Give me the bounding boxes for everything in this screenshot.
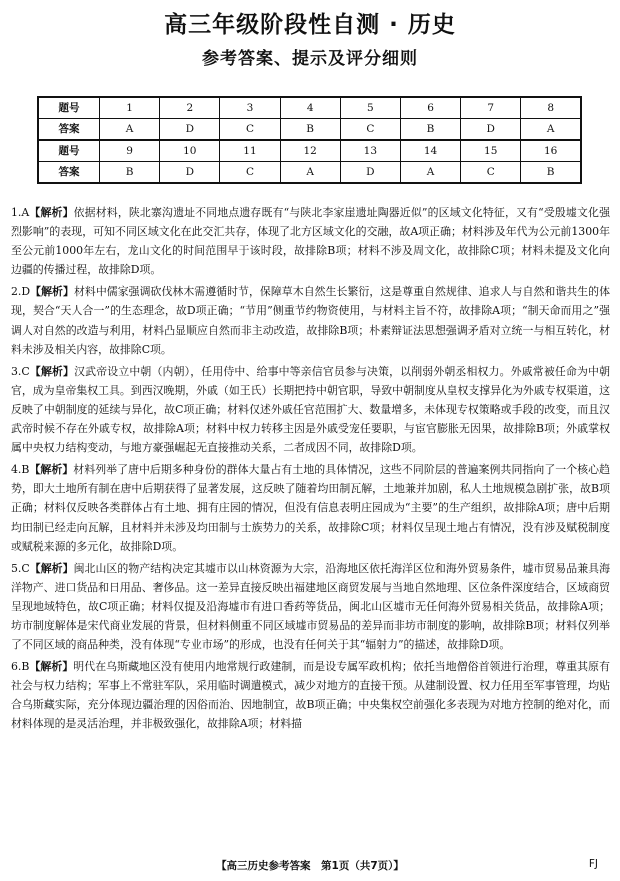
question-number: 16 bbox=[521, 140, 581, 162]
question-lead: 1.A bbox=[11, 206, 30, 219]
explanation-item bbox=[11, 460, 610, 555]
question-number: 3 bbox=[220, 97, 280, 119]
answer-cell: A bbox=[521, 119, 581, 141]
explanation-item bbox=[11, 282, 610, 358]
question-number: 14 bbox=[400, 140, 460, 162]
row-label-answer: 答案 bbox=[38, 162, 100, 184]
row-label-question: 题号 bbox=[38, 97, 100, 119]
explanation-item bbox=[11, 559, 610, 654]
analysis-tag: 【解析】 bbox=[29, 660, 74, 674]
table-row bbox=[38, 162, 581, 184]
question-number: 15 bbox=[461, 140, 521, 162]
answer-cell: A bbox=[100, 119, 160, 141]
question-number: 7 bbox=[461, 97, 521, 119]
answer-cell: C bbox=[220, 162, 280, 184]
analysis-tag: 【解析】 bbox=[29, 561, 74, 575]
explanation-text: 明代在乌斯藏地区没有使用内地常规行政建制，而是设专属军政机构；依托当地僧俗首领进行治理，尊重其原有社会与权力结构；军事上不常驻军队，采用临时调遣模式，减少对地方的直接干预。从建制设置、权力任用至军事管理，均贴合乌斯藏实际，充分体现边疆治理的因俗而治、因地制宜，故B项正确；中央集权空前强化多表现为对地方控制的绝对化，而材料体现的是灵活治理，并非极致强化，故排除A项；材料描 bbox=[11, 660, 610, 731]
answer-cell: D bbox=[340, 162, 400, 184]
question-lead: 5.C bbox=[11, 561, 30, 575]
answer-cell: C bbox=[340, 119, 400, 141]
answer-cell: B bbox=[100, 162, 160, 184]
answer-cell: A bbox=[280, 162, 340, 184]
question-number: 13 bbox=[340, 140, 400, 162]
explanation-item bbox=[11, 362, 610, 457]
answer-table bbox=[37, 96, 582, 184]
page-footer: 【高三历史参考答案 第1页（共7页）】 bbox=[216, 860, 404, 872]
table-row bbox=[38, 97, 581, 119]
explanation-text: 汉武帝设立中朝（内朝），任用侍中、给事中等亲信官员参与决策，以削弱外朝丞相权力。外戚常被任命为中朝官，成为皇帝集权工具。到西汉晚期，外戚（如王氏）长期把持中朝官职，导致中朝制度从皇权支撑异化为外戚专权渠道，这反映了中朝制度的延续与异化，故C项正确；材料仅述外戚任官范围扩大、数量增多，未体现专权策略或手段的改变，而且汉武帝时候不存在外戚专权，故排除A项；材料中权力转移主因是外戚受宠任要职，与宦官膨胀无因果，故排除B项；外戚掌权属中央权力结构变动，与地方豪强崛起无直接推动关系，二者成因不同，故排除D项。 bbox=[11, 364, 610, 455]
question-number: 8 bbox=[521, 97, 581, 119]
question-number: 10 bbox=[160, 140, 220, 162]
answer-cell: D bbox=[160, 119, 220, 141]
answer-cell: B bbox=[400, 119, 460, 141]
question-lead: 3.C bbox=[11, 364, 30, 378]
explanation-text: 依据材料，陕北寨沟遗址不同地点遗存既有“与陕北李家崖遗址陶器近似”的区域文化特征，又有“受殷墟文化强烈影响”的表现，可知不同区域文化在此交汇共存，体现了北方区域文化的交融，故A项正确；材料涉及年代为公元前1300年至公元前1000年左右，龙山文化的时间范围早于该时段，故排除B项；材料不涉及周文化，故排除C项；材料未提及文化向边疆的传播过程，故排除D项。 bbox=[11, 206, 610, 277]
explanations bbox=[11, 203, 610, 734]
answer-cell: A bbox=[400, 162, 460, 184]
question-number: 1 bbox=[100, 97, 160, 119]
table-row bbox=[38, 140, 581, 162]
question-number: 9 bbox=[100, 140, 160, 162]
page-title: 高三年级阶段性自测 · 历史 bbox=[164, 12, 456, 38]
question-number: 5 bbox=[340, 97, 400, 119]
region-code: FJ bbox=[588, 858, 598, 870]
answer-cell: B bbox=[521, 162, 581, 184]
question-lead: 2.D bbox=[11, 285, 31, 299]
question-number: 12 bbox=[280, 140, 340, 162]
answer-cell: D bbox=[160, 162, 220, 184]
table-row bbox=[38, 119, 581, 141]
question-number: 2 bbox=[160, 97, 220, 119]
analysis-tag: 【解析】 bbox=[29, 463, 74, 477]
row-label-question: 题号 bbox=[38, 140, 100, 162]
analysis-tag: 【解析】 bbox=[29, 206, 74, 219]
row-label-answer: 答案 bbox=[38, 119, 100, 141]
answer-cell: D bbox=[461, 119, 521, 141]
question-number: 4 bbox=[280, 97, 340, 119]
analysis-tag: 【解析】 bbox=[30, 285, 74, 299]
answer-cell: C bbox=[461, 162, 521, 184]
question-number: 6 bbox=[400, 97, 460, 119]
answer-cell: B bbox=[280, 119, 340, 141]
explanation-text: 闽北山区的物产结构决定其墟市以山林资源为大宗，沿海地区依托海洋区位和海外贸易条件，墟市贸易品兼具海洋物产、进口货品和日用品、奢侈品。这一差异直接反映出福建地区商贸发展与当地自然地理、区位条件深度结合，区域商贸呈现地域特色，故C项正确；材料仅提及沿海墟市有进口香药等货品，闽北山区墟市无任何海外贸易相关货品，故排除A项；坊市制度解体是宋代商业发展的背景，但材料侧重不同区域墟市贸易品的差异而非坊市制度的影响，故排除B项；材料仅列举了不同区域的商品种类，没有体现“专业市场”的形成，也没有任何关于其“辐射力”的描述，故排除D项。 bbox=[11, 561, 610, 652]
explanation-text: 材料中儒家强调砍伐林木需遵循时节，保障草木自然生长繁衍，这是尊重自然规律、追求人与自然和谐共生的体现，契合“天人合一”的生态理念，故D项正确；“节用”侧重节约物资使用，与材料主旨不符，故排除A项；“制天命而用之”强调人对自然的改造与利用，材料凸显顺应自然而非主动改造，故排除B项；朴素辩证法思想强调矛盾对立统一与相互转化，材料未涉及相关内容，故排除C项。 bbox=[11, 285, 610, 356]
question-number: 11 bbox=[220, 140, 280, 162]
analysis-tag: 【解析】 bbox=[29, 364, 75, 378]
explanation-item bbox=[11, 203, 610, 279]
answer-cell: C bbox=[220, 119, 280, 141]
explanation-item bbox=[11, 657, 610, 733]
explanation-text: 材料列举了唐中后期多种身份的群体大量占有土地的具体情况，这些不同阶层的普遍案例共同指向了一个核心趋势，即大土地所有制在唐中后期获得了显著发展，这反映了随着均田制瓦解，土地兼并加剧，私人土地规模急剧扩张，故B项正确；材料仅反映各类群体占有土地、拥有庄园的情况，但没有信息表明庄园成为“主要”的生产组织，故排除A项；唐中后期均田制已经走向瓦解，且材料并未涉及均田制与士族势力的关系，故排除C项；材料仅呈现土地占有情况，没有涉及赋税制度或赋税来源的多元化，故排除D项。 bbox=[11, 463, 610, 553]
question-lead: 4.B bbox=[11, 463, 30, 477]
page-subtitle: 参考答案、提示及评分细则 bbox=[202, 49, 418, 69]
question-lead: 6.B bbox=[11, 660, 30, 674]
